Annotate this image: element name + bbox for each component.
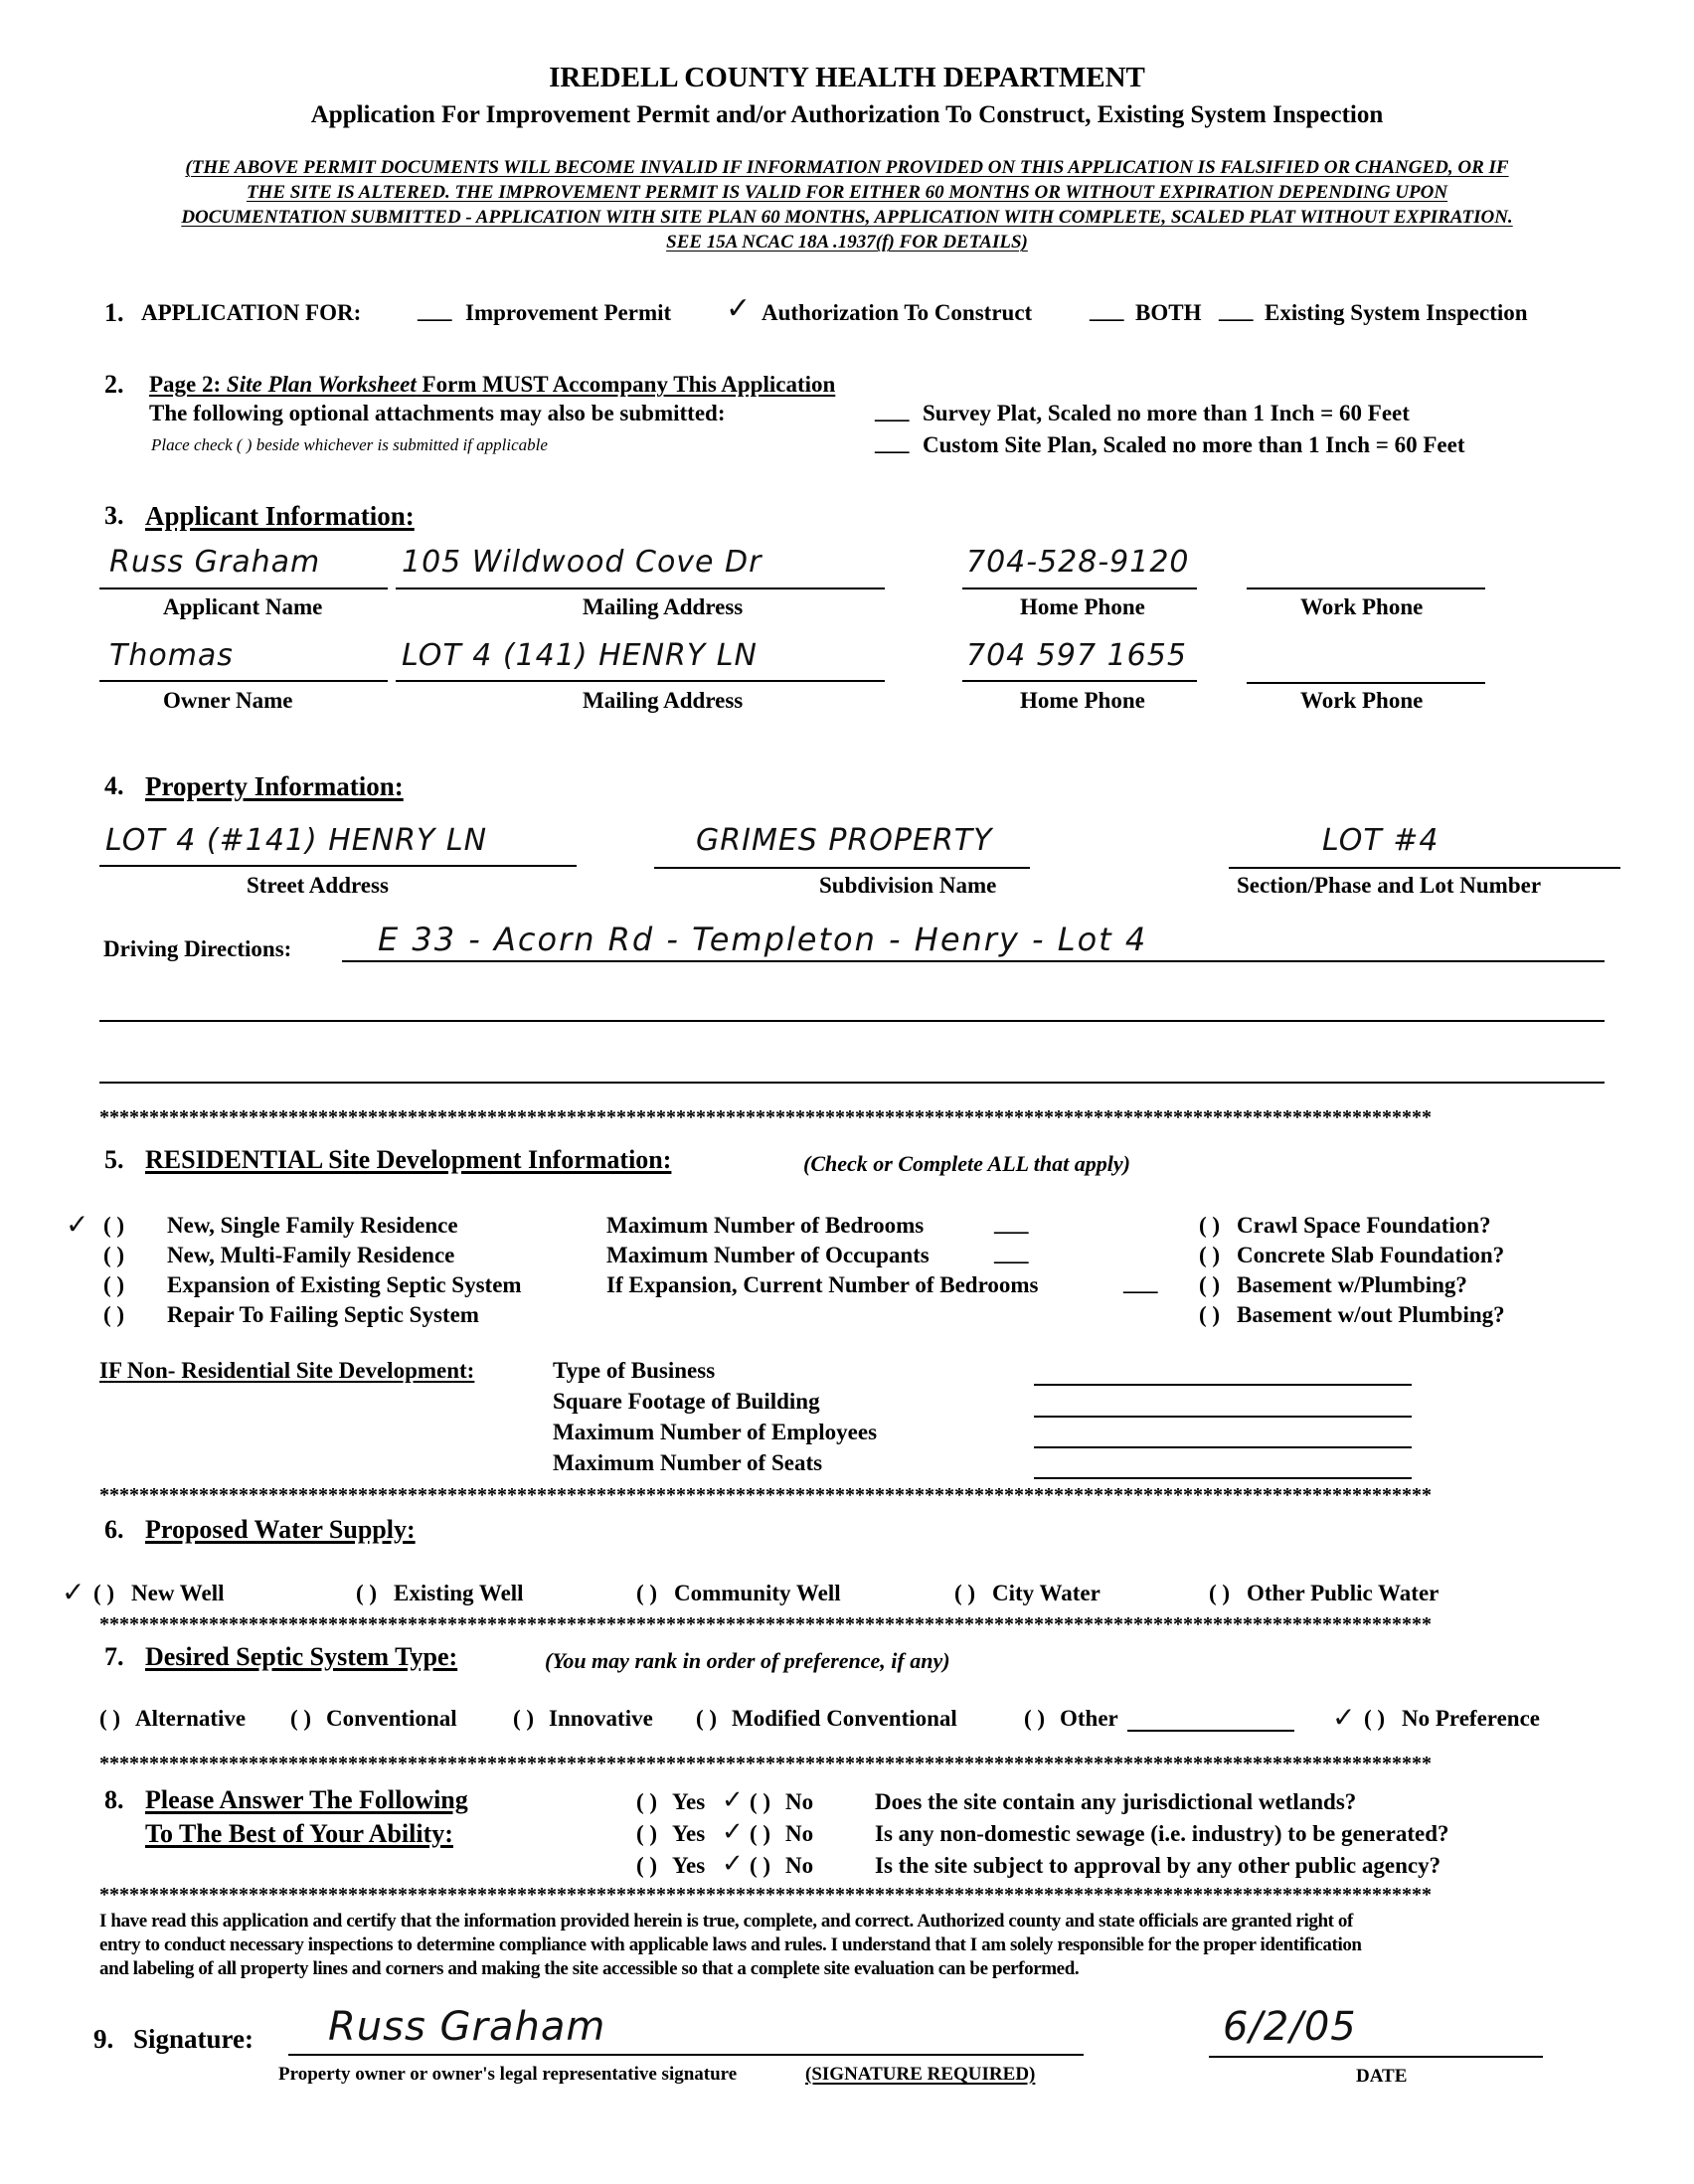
property-information-heading: Property Information:: [145, 771, 404, 801]
checkbox-new-single-family[interactable]: ( ): [103, 1213, 125, 1238]
checkbox-innovative[interactable]: ( ): [513, 1706, 535, 1731]
option-new-well[interactable]: New Well: [131, 1581, 225, 1605]
checkbox-concrete-slab[interactable]: ( ): [1199, 1243, 1221, 1267]
option-alternative[interactable]: Alternative: [135, 1706, 247, 1731]
driving-directions-field[interactable]: E 33 - Acorn Rd - Templeton - Henry - Lot 4: [378, 921, 1148, 958]
option-existing-system-inspection[interactable]: Existing System Inspection: [1265, 300, 1528, 325]
driving-directions-line-1: [342, 960, 1605, 962]
optional-attachments-text: The following optional attachments may also be submitted:: [149, 401, 726, 425]
other-specify-field[interactable]: [1127, 1730, 1294, 1732]
rank-preference-note: (You may rank in order of preference, if any): [545, 1648, 950, 1673]
section-number: 5.: [104, 1145, 124, 1174]
check-mark-icon: ✓: [722, 1849, 744, 1879]
max-employees-label: Maximum Number of Employees: [553, 1420, 878, 1444]
checkbox-other[interactable]: ( ): [1024, 1706, 1046, 1731]
type-of-business-label: Type of Business: [553, 1358, 716, 1383]
home-phone-label: Home Phone: [1020, 594, 1145, 619]
option-other-public-water[interactable]: Other Public Water: [1247, 1581, 1440, 1605]
work-phone-label: Work Phone: [1300, 688, 1424, 713]
applicant-information-heading: Applicant Information:: [145, 501, 415, 531]
option-repair-septic[interactable]: Repair To Failing Septic System: [167, 1302, 479, 1327]
residential-heading: RESIDENTIAL Site Development Information:: [145, 1145, 672, 1174]
check-mark-icon: ✓: [66, 1208, 89, 1241]
owner-home-phone-field[interactable]: 704 597 1655: [966, 638, 1187, 673]
owner-name-label: Owner Name: [163, 688, 293, 713]
option-new-multi-family[interactable]: New, Multi-Family Residence: [167, 1243, 455, 1267]
subdivision-name-field[interactable]: GRIMES PROPERTY: [696, 823, 993, 858]
checkbox-other-public-water[interactable]: ( ): [1209, 1581, 1231, 1605]
option-survey-plat[interactable]: Survey Plat, Scaled no more than 1 Inch = 60 Feet: [923, 401, 1410, 425]
max-seats-field[interactable]: [1034, 1477, 1412, 1479]
section-number: 3.: [104, 501, 124, 530]
both-blank[interactable]: ___: [1090, 298, 1124, 323]
section-number: 9.: [93, 2024, 114, 2054]
signature-field[interactable]: Russ Graham: [328, 2004, 606, 2050]
square-footage-field[interactable]: [1034, 1416, 1412, 1418]
applicant-home-phone-field[interactable]: 704-528-9120: [966, 545, 1190, 580]
yes-label[interactable]: Yes: [672, 1821, 706, 1846]
checkbox-existing-well[interactable]: ( ): [356, 1581, 378, 1605]
applicant-name-line: [99, 588, 388, 589]
section-number: 2.: [104, 370, 124, 399]
water-supply-heading: Proposed Water Supply:: [145, 1515, 416, 1544]
applicant-mailing-address-field[interactable]: 105 Wildwood Cove Dr: [402, 545, 762, 580]
option-community-well[interactable]: Community Well: [674, 1581, 841, 1605]
type-of-business-field[interactable]: [1034, 1384, 1412, 1386]
non-residential-heading: IF Non- Residential Site Development:: [99, 1358, 475, 1383]
option-no-preference[interactable]: No Preference: [1402, 1706, 1540, 1731]
checkbox-no[interactable]: ( ): [750, 1853, 771, 1878]
work-phone-label: Work Phone: [1300, 594, 1424, 619]
checkbox-new-well[interactable]: ( ): [93, 1581, 115, 1605]
custom-site-plan-blank[interactable]: ___: [875, 430, 910, 455]
separator-asterisks: **************************************************************************************************************************************: [99, 1885, 1432, 1905]
option-crawl-space[interactable]: Crawl Space Foundation?: [1237, 1213, 1491, 1238]
lot-number-line: [1229, 867, 1620, 869]
question-text: Is any non-domestic sewage (i.e. industry) to be generated?: [875, 1821, 1449, 1846]
improvement-permit-blank[interactable]: ___: [418, 298, 452, 323]
option-concrete-slab[interactable]: Concrete Slab Foundation?: [1237, 1243, 1505, 1267]
check-mark-icon: ✓: [722, 1785, 744, 1815]
checkbox-new-multi-family[interactable]: ( ): [103, 1243, 125, 1267]
applicant-name-label: Applicant Name: [163, 594, 323, 619]
option-improvement-permit[interactable]: Improvement Permit: [465, 300, 672, 325]
option-custom-site-plan[interactable]: Custom Site Plan, Scaled no more than 1 Inch = 60 Feet: [923, 432, 1465, 457]
existing-inspection-blank[interactable]: ___: [1219, 298, 1254, 323]
max-seats-label: Maximum Number of Seats: [553, 1450, 823, 1475]
question-text: Is the site subject to approval by any other public agency?: [875, 1853, 1441, 1878]
subdivision-name-line: [654, 867, 1030, 869]
owner-address-line: [396, 680, 885, 682]
owner-home-phone-line: [962, 680, 1197, 682]
street-address-label: Street Address: [247, 873, 389, 898]
signature-label: Signature:: [133, 2024, 254, 2054]
owner-name-field[interactable]: Thomas: [109, 638, 234, 673]
separator-asterisks: **************************************************************************************************************************************: [99, 1485, 1432, 1505]
option-other[interactable]: Other: [1060, 1706, 1118, 1731]
signature-caption: Property owner or owner's legal representative signature: [278, 2064, 738, 2085]
yes-label[interactable]: Yes: [672, 1789, 706, 1814]
heading-prefix: Page 2:: [149, 372, 227, 397]
checkbox-modified-conventional[interactable]: ( ): [696, 1706, 718, 1731]
subdivision-name-label: Subdivision Name: [819, 873, 997, 898]
driving-directions-line-2: [99, 1020, 1605, 1022]
survey-plat-blank[interactable]: ___: [875, 399, 910, 423]
notice-line: THE SITE IS ALTERED. THE IMPROVEMENT PERMIT IS VALID FOR EITHER 60 MONTHS OR WITHOUT EXPIRATION DEPENDING UPON: [246, 182, 1448, 203]
section-number: 4.: [104, 771, 124, 800]
notice-line: DOCUMENTATION SUBMITTED - APPLICATION WITH SITE PLAN 60 MONTHS, APPLICATION WITH COMPLETE, SCALED PLAT WITHOUT EXPIRATION.: [181, 207, 1513, 228]
questions-heading-line-1: Please Answer The Following: [145, 1785, 468, 1814]
date-caption: DATE: [1356, 2066, 1408, 2087]
no-label[interactable]: No: [785, 1853, 814, 1878]
notice-line: (THE ABOVE PERMIT DOCUMENTS WILL BECOME INVALID IF INFORMATION PROVIDED ON THIS APPLICATION IS FALSIFIED OR CHANGED, OR IF: [185, 157, 1509, 178]
option-authorization-to-construct[interactable]: Authorization To Construct: [762, 300, 1033, 325]
question-text: Does the site contain any jurisdictional wetlands?: [875, 1789, 1357, 1814]
checkbox-repair-septic[interactable]: ( ): [103, 1302, 125, 1327]
max-employees-field[interactable]: [1034, 1446, 1412, 1448]
street-address-field[interactable]: LOT 4 (#141) HENRY LN: [105, 823, 488, 858]
option-new-single-family[interactable]: New, Single Family Residence: [167, 1213, 458, 1238]
lot-number-field[interactable]: LOT #4: [1322, 823, 1440, 858]
certification-line: I have read this application and certify that the information provided herein is true, complete, and correct. Authorized county and state officials are granted right of: [99, 1911, 1353, 1932]
option-city-water[interactable]: City Water: [992, 1581, 1101, 1605]
home-phone-label: Home Phone: [1020, 688, 1145, 713]
certification-line: entry to conduct necessary inspections to determine compliance with applicable laws and rules. I understand that I am solely responsible for the proper identification: [99, 1934, 1362, 1955]
site-plan-heading: [149, 372, 835, 398]
option-both[interactable]: BOTH: [1135, 300, 1202, 325]
check-mark-icon: ✓: [1332, 1701, 1356, 1734]
option-existing-well[interactable]: Existing Well: [394, 1581, 524, 1605]
applicant-address-line: [396, 588, 885, 589]
check-mark-icon: ✓: [62, 1576, 85, 1608]
applicant-work-phone-line: [1247, 588, 1485, 589]
checkbox-city-water[interactable]: ( ): [954, 1581, 976, 1605]
checkbox-no-preference[interactable]: ( ): [1364, 1706, 1386, 1731]
yes-label[interactable]: Yes: [672, 1853, 706, 1878]
max-occupants-label: Maximum Number of Occupants: [606, 1243, 930, 1267]
section-number: 6.: [104, 1515, 124, 1544]
septic-type-heading: Desired Septic System Type:: [145, 1642, 458, 1671]
no-label[interactable]: No: [785, 1821, 814, 1846]
no-label[interactable]: No: [785, 1789, 814, 1814]
current-bedrooms-field[interactable]: ___: [1123, 1270, 1158, 1295]
signature-line: [288, 2054, 1084, 2056]
check-mark-icon: ✓: [726, 291, 752, 326]
document-title: IREDELL COUNTY HEALTH DEPARTMENT: [549, 62, 1145, 93]
checkbox-yes[interactable]: ( ): [636, 1821, 658, 1846]
option-modified-conventional[interactable]: Modified Conventional: [732, 1706, 957, 1731]
heading-italic: Site Plan Worksheet: [226, 372, 417, 397]
max-occupants-field[interactable]: ___: [994, 1241, 1029, 1265]
max-bedrooms-label: Maximum Number of Bedrooms: [606, 1213, 925, 1238]
checkbox-conventional[interactable]: ( ): [290, 1706, 312, 1731]
place-check-note: Place check ( ) beside whichever is submitted if applicable: [151, 435, 548, 454]
owner-work-phone-line: [1247, 682, 1485, 684]
option-expansion-septic[interactable]: Expansion of Existing Septic System: [167, 1272, 522, 1297]
separator-asterisks: **************************************************************************************************************************************: [99, 1754, 1432, 1773]
checkbox-basement-no-plumbing[interactable]: ( ): [1199, 1302, 1221, 1327]
section-lot-label: Section/Phase and Lot Number: [1237, 873, 1542, 898]
max-bedrooms-field[interactable]: ___: [994, 1211, 1029, 1236]
section-number: 1.: [104, 298, 124, 327]
option-innovative[interactable]: Innovative: [549, 1706, 653, 1731]
certification-line: and labeling of all property lines and corners and making the site accessible so that a complete site evaluation can be performed.: [99, 1958, 1080, 1979]
owner-mailing-address-field[interactable]: LOT 4 (141) HENRY LN: [402, 638, 758, 673]
checkbox-no[interactable]: ( ): [750, 1789, 771, 1814]
notice-line: SEE 15A NCAC 18A .1937(f) FOR DETAILS): [666, 232, 1028, 252]
owner-name-line: [99, 680, 388, 682]
option-basement-plumbing[interactable]: Basement w/Plumbing?: [1237, 1272, 1467, 1297]
checkbox-crawl-space[interactable]: ( ): [1199, 1213, 1221, 1238]
checkbox-basement-plumbing[interactable]: ( ): [1199, 1272, 1221, 1297]
checkbox-expansion-septic[interactable]: ( ): [103, 1272, 125, 1297]
checkbox-yes[interactable]: ( ): [636, 1789, 658, 1814]
document-subtitle: Application For Improvement Permit and/or Authorization To Construct, Existing System Inspection: [310, 101, 1384, 128]
application-for-label: APPLICATION FOR:: [141, 300, 362, 325]
heading-suffix: Form MUST Accompany This Application: [416, 372, 836, 397]
check-all-note: (Check or Complete ALL that apply): [803, 1151, 1130, 1176]
checkbox-alternative[interactable]: ( ): [99, 1706, 121, 1731]
street-address-line: [99, 865, 577, 867]
driving-directions-label: Driving Directions:: [103, 936, 292, 961]
separator-asterisks: **************************************************************************************************************************************: [99, 1107, 1432, 1127]
check-mark-icon: ✓: [722, 1817, 744, 1847]
option-conventional[interactable]: Conventional: [326, 1706, 457, 1731]
checkbox-no[interactable]: ( ): [750, 1821, 771, 1846]
questions-heading-line-2: To The Best of Your Ability:: [145, 1819, 453, 1848]
square-footage-label: Square Footage of Building: [553, 1389, 820, 1414]
checkbox-community-well[interactable]: ( ): [636, 1581, 658, 1605]
section-number: 7.: [104, 1642, 124, 1671]
date-line: [1209, 2056, 1543, 2058]
option-basement-no-plumbing[interactable]: Basement w/out Plumbing?: [1237, 1302, 1505, 1327]
separator-asterisks: **************************************************************************************************************************************: [99, 1614, 1432, 1634]
mailing-address-label: Mailing Address: [583, 594, 744, 619]
signature-required-note: (SIGNATURE REQUIRED): [805, 2064, 1036, 2085]
section-number: 8.: [104, 1785, 124, 1814]
checkbox-yes[interactable]: ( ): [636, 1853, 658, 1878]
applicant-home-phone-line: [962, 588, 1197, 589]
mailing-address-label: Mailing Address: [583, 688, 744, 713]
date-field[interactable]: 6/2/05: [1223, 2004, 1357, 2050]
driving-directions-line-3: [99, 1082, 1605, 1084]
applicant-name-field[interactable]: Russ Graham: [109, 545, 321, 580]
current-bedrooms-label: If Expansion, Current Number of Bedrooms: [606, 1272, 1039, 1297]
